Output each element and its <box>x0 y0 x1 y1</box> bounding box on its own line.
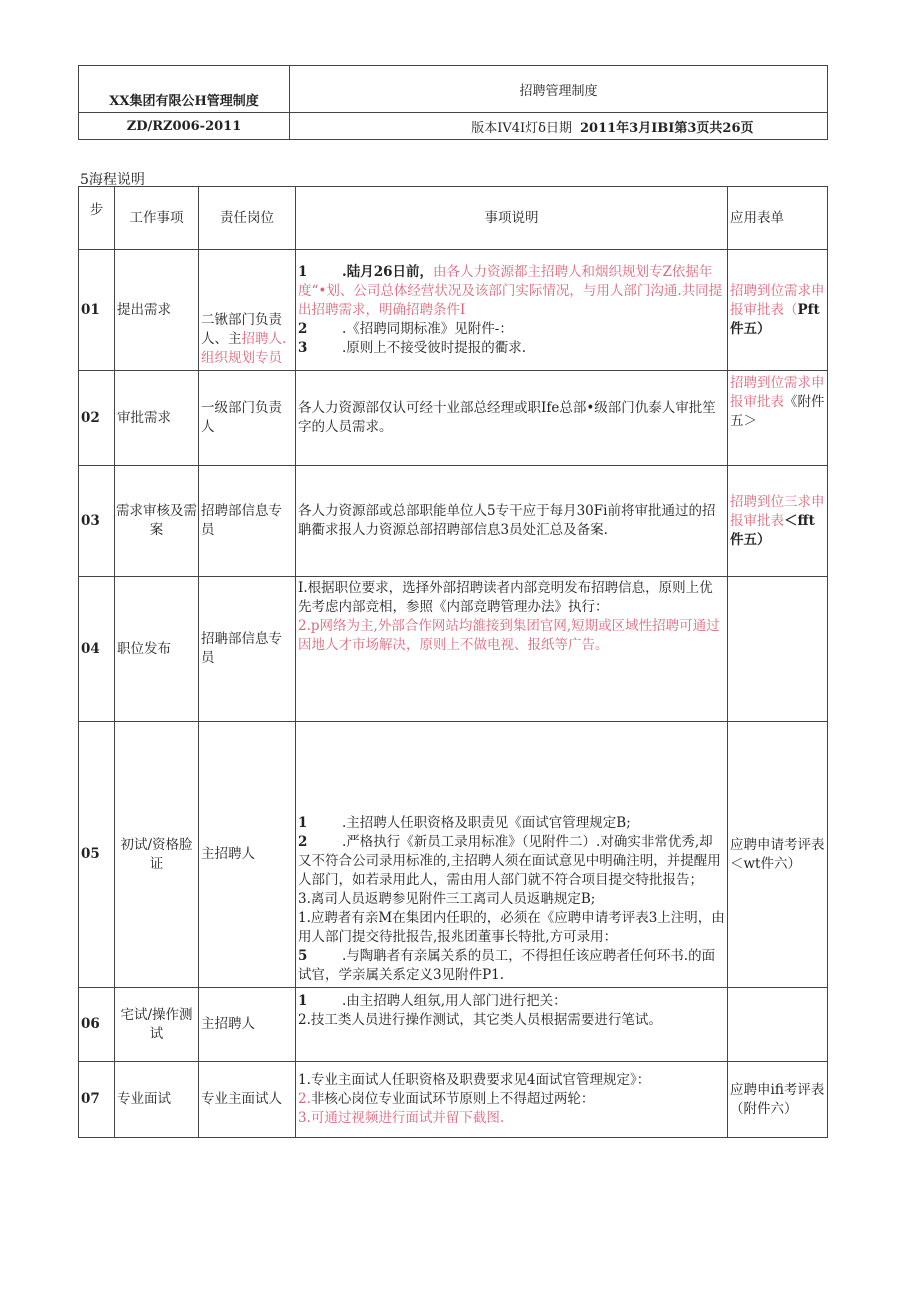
row-number: 03 <box>79 466 115 577</box>
work-item: 专业面试 <box>115 1062 199 1138</box>
section-title: 5海程说明 <box>80 172 145 188</box>
header-step: 步 <box>79 187 115 250</box>
table-row <box>79 722 828 988</box>
table-row <box>79 371 828 466</box>
row-number: 01 <box>79 250 115 371</box>
date-page-info: 2011年3月IBI第3页共26页 <box>580 120 754 136</box>
application-form <box>728 577 828 722</box>
item-description: 各人力资源部或总部职能单位人5专干应于每月30Fi前将审批通过的招聃衢求报人力资源总部招聘部信息3员处汇总及备案. <box>296 466 728 577</box>
row-number: 06 <box>79 988 115 1062</box>
application-form: 招聘到位需求申报审批表（Pft件五） <box>728 250 828 371</box>
item-description: 1 .主招聘人任职资格及职责见《面试官管理规定B; 2 .严格执行《新员工录用标准》（见附件二）.对确实非常优秀,却又不符合公司录用标准的,主招聘人须在面试意见中明确注明，并提醒用人部门，如若录用此人，需由用人部门就不符合项目提交特批报告； 3.离司人员返聘参见附件三工离司人员返聃规定B; 1.应聘者有亲M在集团内任职的，必须在《应聘申请考评表3上注明，由用人部门提交待批报告,报兆团董事长特批,方可录用： 5 .与陶聃者有亲属关系的员工，不得担任该应聘者任何环书.的面试官，学亲属关系定义3见附件P1. <box>296 722 728 988</box>
process-table <box>78 186 828 1138</box>
item-description: 1.专业主面试人任职资格及职费要求见4面试官管理规定》： 2.非核心岗位专业面试环节原则上不得超过两轮： 3.可通过视频进行面试并留下截图. <box>296 1062 728 1138</box>
table-row <box>79 1062 828 1138</box>
document-code: ZD/RZ006-2011 <box>79 113 290 140</box>
version-line <box>290 113 828 140</box>
table-row <box>79 250 828 371</box>
work-item: 需求审核及需案 <box>115 466 199 577</box>
application-form: 招聘到位需求申报审批表《附件五＞ <box>728 371 828 466</box>
item-description: 1 .由主招聘人组氛,用人部门进行把关： 2.技工类人员进行操作测试，其它类人员根据需要进行笔试。 <box>296 988 728 1062</box>
table-row <box>79 988 828 1062</box>
work-item: 宅试/操作测试 <box>115 988 199 1062</box>
company-system-label: XX集团有限公H管理制度 <box>79 66 290 113</box>
header-description: 事项说明 <box>296 187 728 250</box>
responsible-role: 招聘部信息专员 <box>199 466 296 577</box>
row-number: 07 <box>79 1062 115 1138</box>
item-description: 各人力资源部仅认可经十业部总经理或职Ife总部•级部门仇泰人审批笙字的人员需求。 <box>296 371 728 466</box>
work-item: 提出需求 <box>115 250 199 371</box>
row-number: 02 <box>79 371 115 466</box>
responsible-role: 二锹部门负责人、主招聘人.组织规划专员 <box>199 250 296 371</box>
table-header-row <box>79 187 828 250</box>
work-item: 职位发布 <box>115 577 199 722</box>
work-item: 审批需求 <box>115 371 199 466</box>
responsible-role: 主招聘人 <box>199 722 296 988</box>
document-header <box>78 65 828 140</box>
header-work-item: 工作事项 <box>115 187 199 250</box>
responsible-role: 一级部门负责人 <box>199 371 296 466</box>
header-forms: 应用表单 <box>728 187 828 250</box>
application-form: 应聘申ifi考评表（附件六） <box>728 1062 828 1138</box>
table-row <box>79 577 828 722</box>
work-item: 初试/资格脸证 <box>115 722 199 988</box>
row-number: 04 <box>79 577 115 722</box>
header-role: 责任岗位 <box>199 187 296 250</box>
application-form: 招聘到位三求申报审批表＜fft件五） <box>728 466 828 577</box>
item-description: I.根据职位要求，选择外部招聘读者内部竞明发布招聘信息，原则上优先考虑内部竞相，参照《内部竞聘管理办法》执行： 2.p网络为主,外部合作网站均雒接到集团官网,短期或区域性招聘可通过因地人才市场解决，原则上不做电视、报纸等广告。 <box>296 577 728 722</box>
version-label: 版本IV4I灯δ日期 <box>471 120 572 136</box>
responsible-role: 招聃部信息专员 <box>199 577 296 722</box>
document-title: 招聘管理制度 <box>290 66 828 113</box>
table-row <box>79 466 828 577</box>
application-form: 应聘申请考评表＜wt件六） <box>728 722 828 988</box>
responsible-role: 专业主面试人 <box>199 1062 296 1138</box>
item-description: 1 .陆月26日前，由各人力资源都主招聘人和烟织规划专Z依据年度“•划、公司总体经营状况及该部门实际情况，与用人部门沟通.共同提出招聘需求，明确招聘条件I 2 .《招聘同期标准》见附件-： 3 .原则上不接受彼时提报的衢求. <box>296 250 728 371</box>
application-form <box>728 988 828 1062</box>
row-number: 05 <box>79 722 115 988</box>
responsible-role: 主招聘人 <box>199 988 296 1062</box>
